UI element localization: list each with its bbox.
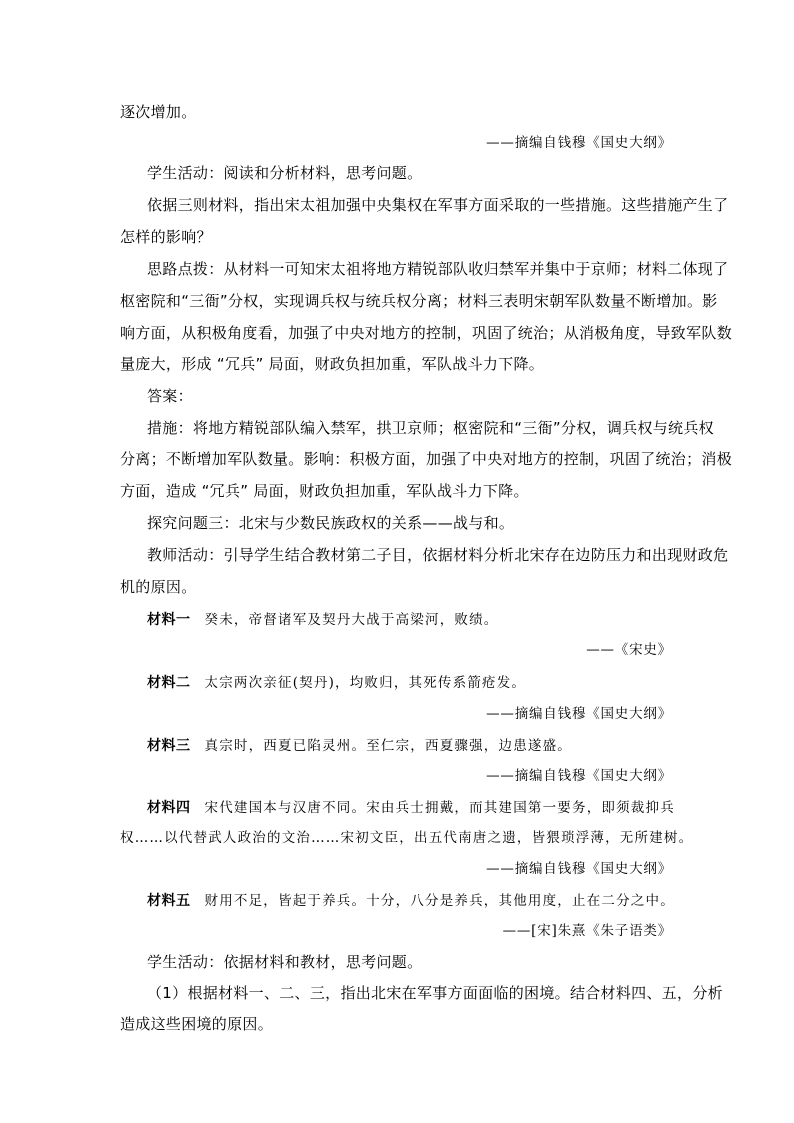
source-citation: ——摘编自钱穆《国史大纲》 — [486, 706, 672, 722]
material-label: 材料四 — [147, 800, 191, 816]
material-3 — [147, 735, 572, 756]
text-line: 答案： — [147, 387, 193, 405]
text-line: 逐次增加。 — [120, 103, 197, 121]
material-4 — [147, 797, 675, 818]
text-line: 响方面，从积极角度看，加强了中央对地方的控制，巩固了统治；从消极角度，导致军队数 — [120, 324, 733, 342]
material-text: 宋代建国本与汉唐不同。宋由兵士拥戴，而其建国第一要务，即须裁抑兵 — [204, 800, 675, 816]
text-line: 分离；不断增加军队数量。影响：积极方面，加强了中央对地方的控制，巩固了统治；消极 — [120, 450, 733, 468]
material-label: 材料五 — [147, 893, 191, 909]
text-line: 量庞大，形成 “冗兵” 局面，财政负担加重，军队战斗力下降。 — [120, 355, 545, 373]
material-text: 太宗两次亲征(契丹)，均败归，其死传系箭疮发。 — [204, 675, 527, 691]
text-line: 学生活动：阅读和分析材料，思考问题。 — [147, 164, 423, 182]
material-text: 真宗时，西夏已陷灵州。至仁宗，西夏骤强，边患遂盛。 — [204, 738, 572, 754]
source-citation: ——摘编自钱穆《国史大纲》 — [486, 861, 672, 877]
source-citation: ——[宋]朱熹《朱子语类》 — [502, 923, 672, 939]
text-line: 依据三则材料，指出宋太祖加强中央集权在军事方面采取的一些措施。这些措施产生了 — [147, 196, 729, 214]
text-line: 学生活动：依据材料和教材，思考问题。 — [147, 953, 423, 971]
material-5 — [147, 890, 675, 911]
material-2 — [147, 672, 526, 693]
material-label: 材料二 — [147, 675, 191, 691]
text-line: 措施：将地方精锐部队编入禁军，拱卫京师；枢密院和“三衙”分权，调兵权与统兵权 — [147, 419, 714, 437]
source-citation: ——《宋史》 — [586, 642, 672, 658]
source-citation: ——摘编自钱穆《国史大纲》 — [486, 135, 672, 151]
material-label: 材料三 — [147, 738, 191, 754]
text-line: 教师活动：引导学生结合教材第二子目，依据材料分析北宋存在边防压力和出现财政危 — [147, 546, 729, 564]
text-line: 枢密院和“三衙”分权，实现调兵权与统兵权分离；材料三表明宋朝军队数量不断增加。影 — [120, 292, 718, 310]
text-line: 思路点拨：从材料一可知宋太祖将地方精锐部队收归禁军并集中于京师；材料二体现了 — [147, 260, 729, 278]
text-line: 机的原因。 — [120, 578, 197, 596]
material-text: 财用不足，皆起于养兵。十分，八分是养兵，其他用度，止在二分之中。 — [204, 893, 675, 909]
material-text-continued: 权……以代替武人政治的文治……宋初文臣，出五代南唐之遗，皆猥琐浮薄，无所建树。 — [120, 830, 694, 846]
text-line: 造成这些困境的原因。 — [120, 1015, 274, 1033]
text-line: 怎样的影响？ — [120, 228, 212, 246]
material-1 — [147, 609, 499, 630]
text-line: 探究问题三：北宋与少数民族政权的关系——战与和。 — [147, 514, 515, 532]
source-citation: ——摘编自钱穆《国史大纲》 — [486, 768, 672, 784]
material-text: 癸未，帝督诸军及契丹大战于高梁河，败绩。 — [204, 612, 499, 628]
material-label: 材料一 — [147, 612, 191, 628]
question-1: （1）根据材料一、二、三，指出北宋在军事方面面临的困境。结合材料四、五，分析 — [147, 984, 723, 1002]
text-line: 方面，造成 “冗兵” 局面，财政负担加重，军队战斗力下降。 — [120, 482, 529, 500]
